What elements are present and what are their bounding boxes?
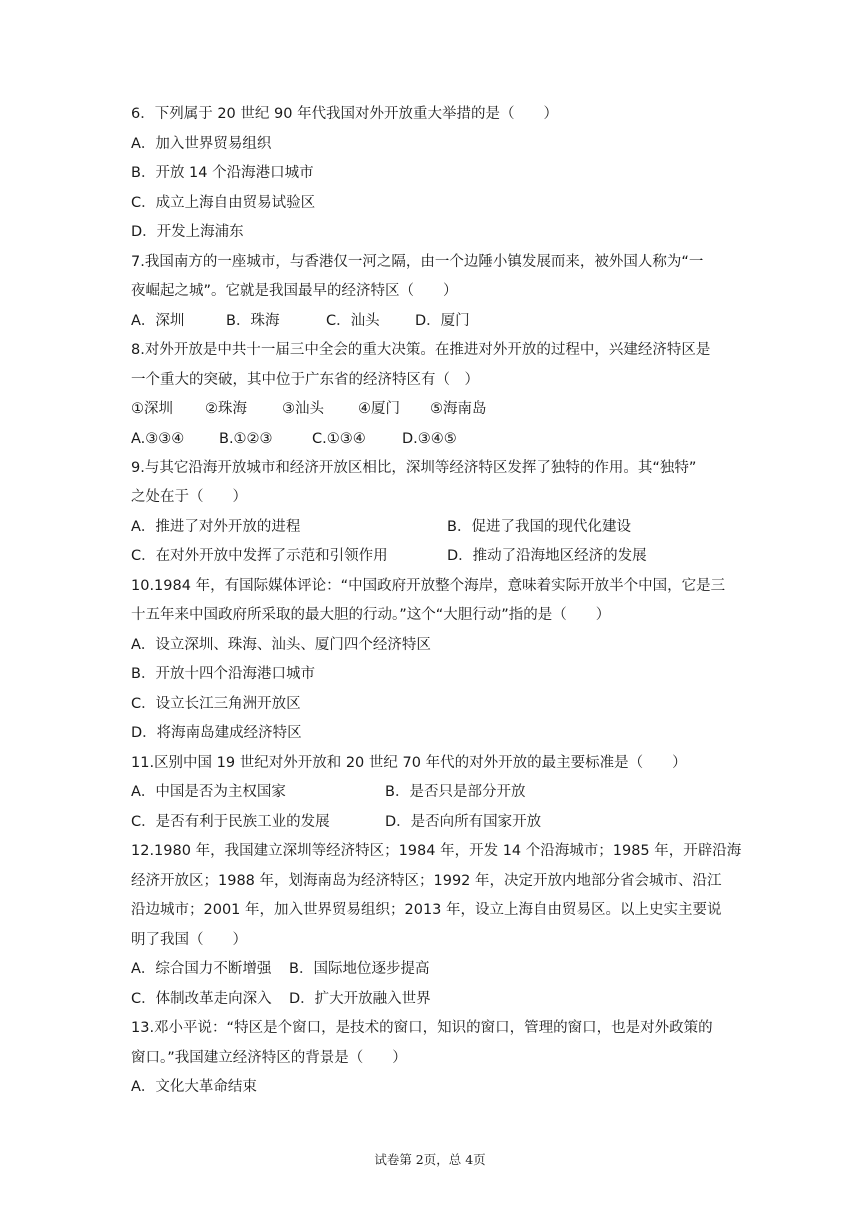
question-7-option-c: C．汕头 — [326, 313, 380, 329]
question-11-option-a: A．中国是否为主权国家 — [131, 784, 286, 800]
question-7-stem-line-2: 夜崛起之城”。它就是我国最早的经济特区（ ） — [131, 283, 458, 299]
question-8-option-a: A.③③④ — [131, 431, 185, 447]
question-7-option-d: D．厦门 — [415, 313, 470, 329]
question-9-options-row-1 — [131, 517, 631, 537]
question-11-option-d: D．是否向所有国家开放 — [385, 814, 542, 830]
question-8-item-1: ①深圳 — [131, 401, 173, 417]
question-7-option-b: B．珠海 — [226, 313, 280, 329]
question-13-option-a: A．文化大革命结束 — [131, 1079, 257, 1095]
question-8-option-b: B.①②③ — [219, 431, 273, 447]
question-8-stem-line-1: 8.对外开放是中共十一届三中全会的重大决策。在推进对外开放的过程中，兴建经济特区是 — [131, 342, 711, 358]
question-8-stem-line-2: 一个重大的突破，其中位于广东省的经济特区有（ ） — [131, 372, 479, 388]
question-7-options — [131, 311, 470, 331]
question-10-stem-line-1: 10.1984 年，有国际媒体评论：“中国政府开放整个海岸，意味着实际开放半个中国，它是三 — [131, 578, 726, 594]
question-11-options-row-2 — [131, 812, 541, 832]
question-8-items — [131, 399, 487, 419]
question-8-option-d: D.③④⑤ — [402, 431, 457, 447]
question-10-option-b: B．开放十四个沿海港口城市 — [131, 666, 315, 682]
question-8-item-2: ②珠海 — [205, 401, 247, 417]
question-12-stem-line-3: 沿边城市；2001 年，加入世界贸易组织；2013 年，设立上海自由贸易区。以上史实主要说 — [131, 902, 722, 918]
question-11-stem: 11.区别中国 19 世纪对外开放和 20 世纪 70 年代的对外开放的最主要标准是（ ） — [131, 755, 687, 771]
question-12-stem-line-4: 明了我国（ ） — [131, 932, 247, 948]
question-9-stem-line-1: 9.与其它沿海开放城市和经济开放区相比，深圳等经济特区发挥了独特的作用。其“独特” — [131, 460, 697, 476]
question-12-option-c: C．体制改革走向深入 — [131, 991, 272, 1007]
question-7-stem-line-1: 7.我国南方的一座城市，与香港仅一河之隔，由一个边陲小镇发展而来，被外国人称为“一 — [131, 254, 704, 270]
question-9-options-row-2 — [131, 546, 647, 566]
question-11-options-row-1 — [131, 782, 525, 802]
question-10-option-d: D．将海南岛建成经济特区 — [131, 725, 302, 741]
question-6-option-a: A．加入世界贸易组织 — [131, 136, 272, 152]
question-9-option-d: D．推动了沿海地区经济的发展 — [447, 548, 647, 564]
question-6-option-c: C．成立上海自由贸易试验区 — [131, 195, 316, 211]
question-8-options — [131, 429, 457, 449]
question-12-option-d: D．扩大开放融入世界 — [289, 991, 431, 1007]
question-9-option-c: C．在对外开放中发挥了示范和引领作用 — [131, 548, 388, 564]
question-6-option-d: D．开发上海浦东 — [131, 224, 244, 240]
question-6-option-b: B．开放 14 个沿海港口城市 — [131, 165, 314, 181]
question-8-item-4: ④厦门 — [358, 401, 400, 417]
question-10-option-c: C．设立长江三角洲开放区 — [131, 696, 301, 712]
question-13-stem-line-2: 窗口。”我国建立经济特区的背景是（ ） — [131, 1050, 407, 1066]
question-10-option-a: A．设立深圳、珠海、汕头、厦门四个经济特区 — [131, 637, 431, 653]
question-9-stem-line-2: 之处在于（ ） — [131, 489, 247, 505]
question-13-stem-line-1: 13.邓小平说：“特区是个窗口，是技术的窗口，知识的窗口，管理的窗口，也是对外政策的 — [131, 1020, 713, 1036]
question-9-option-b: B．促进了我国的现代化建设 — [447, 519, 631, 535]
question-7-option-a: A．深圳 — [131, 313, 185, 329]
page-footer: 试卷第 2页，总 4页 — [374, 1152, 486, 1167]
question-10-stem-line-2: 十五年来中国政府所采取的最大胆的行动。”这个“大胆行动”指的是（ ） — [131, 607, 611, 623]
question-11-option-c: C．是否有利于民族工业的发展 — [131, 814, 330, 830]
question-12-stem-line-1: 12.1980 年，我国建立深圳等经济特区；1984 年，开发 14 个沿海城市；1985 年，开辟沿海 — [131, 843, 742, 859]
question-12-option-a: A．综合国力不断增强 — [131, 961, 272, 977]
question-11-option-b: B．是否只是部分开放 — [385, 784, 526, 800]
question-8-item-5: ⑤海南岛 — [430, 401, 487, 417]
question-6-stem: 6．下列属于 20 世纪 90 年代我国对外开放重大举措的是（ ） — [131, 106, 559, 122]
question-8-option-c: C.①③④ — [312, 431, 366, 447]
question-12-stem-line-2: 经济开放区；1988 年，划海南岛为经济特区；1992 年，决定开放内地部分省会城市、沿江 — [131, 873, 722, 889]
question-8-item-3: ③汕头 — [282, 401, 324, 417]
question-9-option-a: A．推进了对外开放的进程 — [131, 519, 301, 535]
question-12-option-b: B．国际地位逐步提高 — [289, 961, 430, 977]
question-12-options-row-1 — [131, 959, 429, 979]
question-12-options-row-2 — [131, 989, 431, 1009]
